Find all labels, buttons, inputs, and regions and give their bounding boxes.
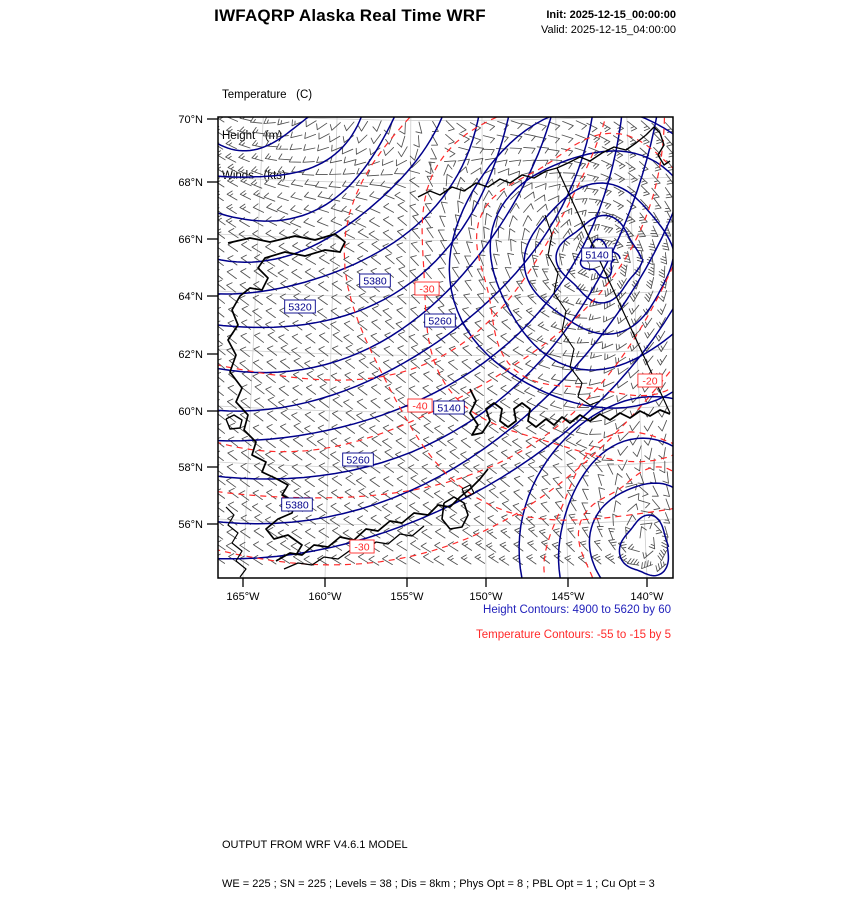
lat-tick-label: 68°N — [178, 177, 203, 189]
legend-height: Height (m) — [222, 129, 283, 142]
model-info — [222, 813, 655, 917]
lat-tick-label: 56°N — [178, 519, 203, 531]
lat-tick-label: 70°N — [178, 114, 203, 126]
model-info-line1: OUTPUT FROM WRF V4.6.1 MODEL — [222, 839, 408, 851]
temperature-contour-caption: Temperature Contours: -55 to -15 by 5 — [476, 629, 671, 641]
init-time: Init: 2025-12-15_00:00:00 — [546, 9, 676, 21]
legend-temperature: Temperature (C) — [222, 89, 313, 101]
page-title: IWFAQRP Alaska Real Time WRF — [214, 6, 486, 25]
coast-nunivak-island — [226, 415, 242, 429]
temperature-contour-label: -40 — [412, 400, 428, 413]
height-contour-label: 5140 — [585, 249, 609, 262]
lat-tick-label: 60°N — [178, 406, 203, 418]
lon-tick-label: 155°W — [390, 591, 424, 603]
model-info-line2: WE = 225 ; SN = 225 ; Levels = 38 ; Dis = 8km ; Phys Opt = 8 ; PBL Opt = 1 ; Cu Opt = 3 — [222, 878, 655, 890]
height-contour-label: 5260 — [428, 315, 452, 328]
legend-winds: Winds (kts) — [222, 170, 286, 182]
height-contour-label: 5320 — [288, 301, 312, 314]
lon-tick-label: 145°W — [551, 591, 585, 603]
height-contour-label: 5140 — [437, 402, 461, 415]
lat-tick-label: 62°N — [178, 349, 203, 361]
lon-tick-label: 165°W — [226, 591, 260, 603]
lat-tick-label: 66°N — [178, 234, 203, 246]
lat-tick-label: 58°N — [178, 462, 203, 474]
height-contour-caption: Height Contours: 4900 to 5620 by 60 — [483, 604, 671, 616]
height-contour-label: 5380 — [363, 275, 387, 288]
lon-tick-label: 160°W — [308, 591, 342, 603]
height-contour-label: 5380 — [285, 499, 309, 512]
lat-tick-label: 64°N — [178, 291, 203, 303]
temperature-contour-label: -30 — [354, 541, 370, 554]
temperature-contour-label: -20 — [642, 375, 658, 388]
lon-tick-label: 150°W — [469, 591, 503, 603]
temperature-contour-label: -30 — [419, 283, 435, 296]
lon-tick-label: 140°W — [630, 591, 664, 603]
valid-time: Valid: 2025-12-15_04:00:00 — [541, 24, 676, 36]
temperature-contours — [0, 8, 850, 674]
height-contour-label: 5260 — [346, 454, 370, 467]
